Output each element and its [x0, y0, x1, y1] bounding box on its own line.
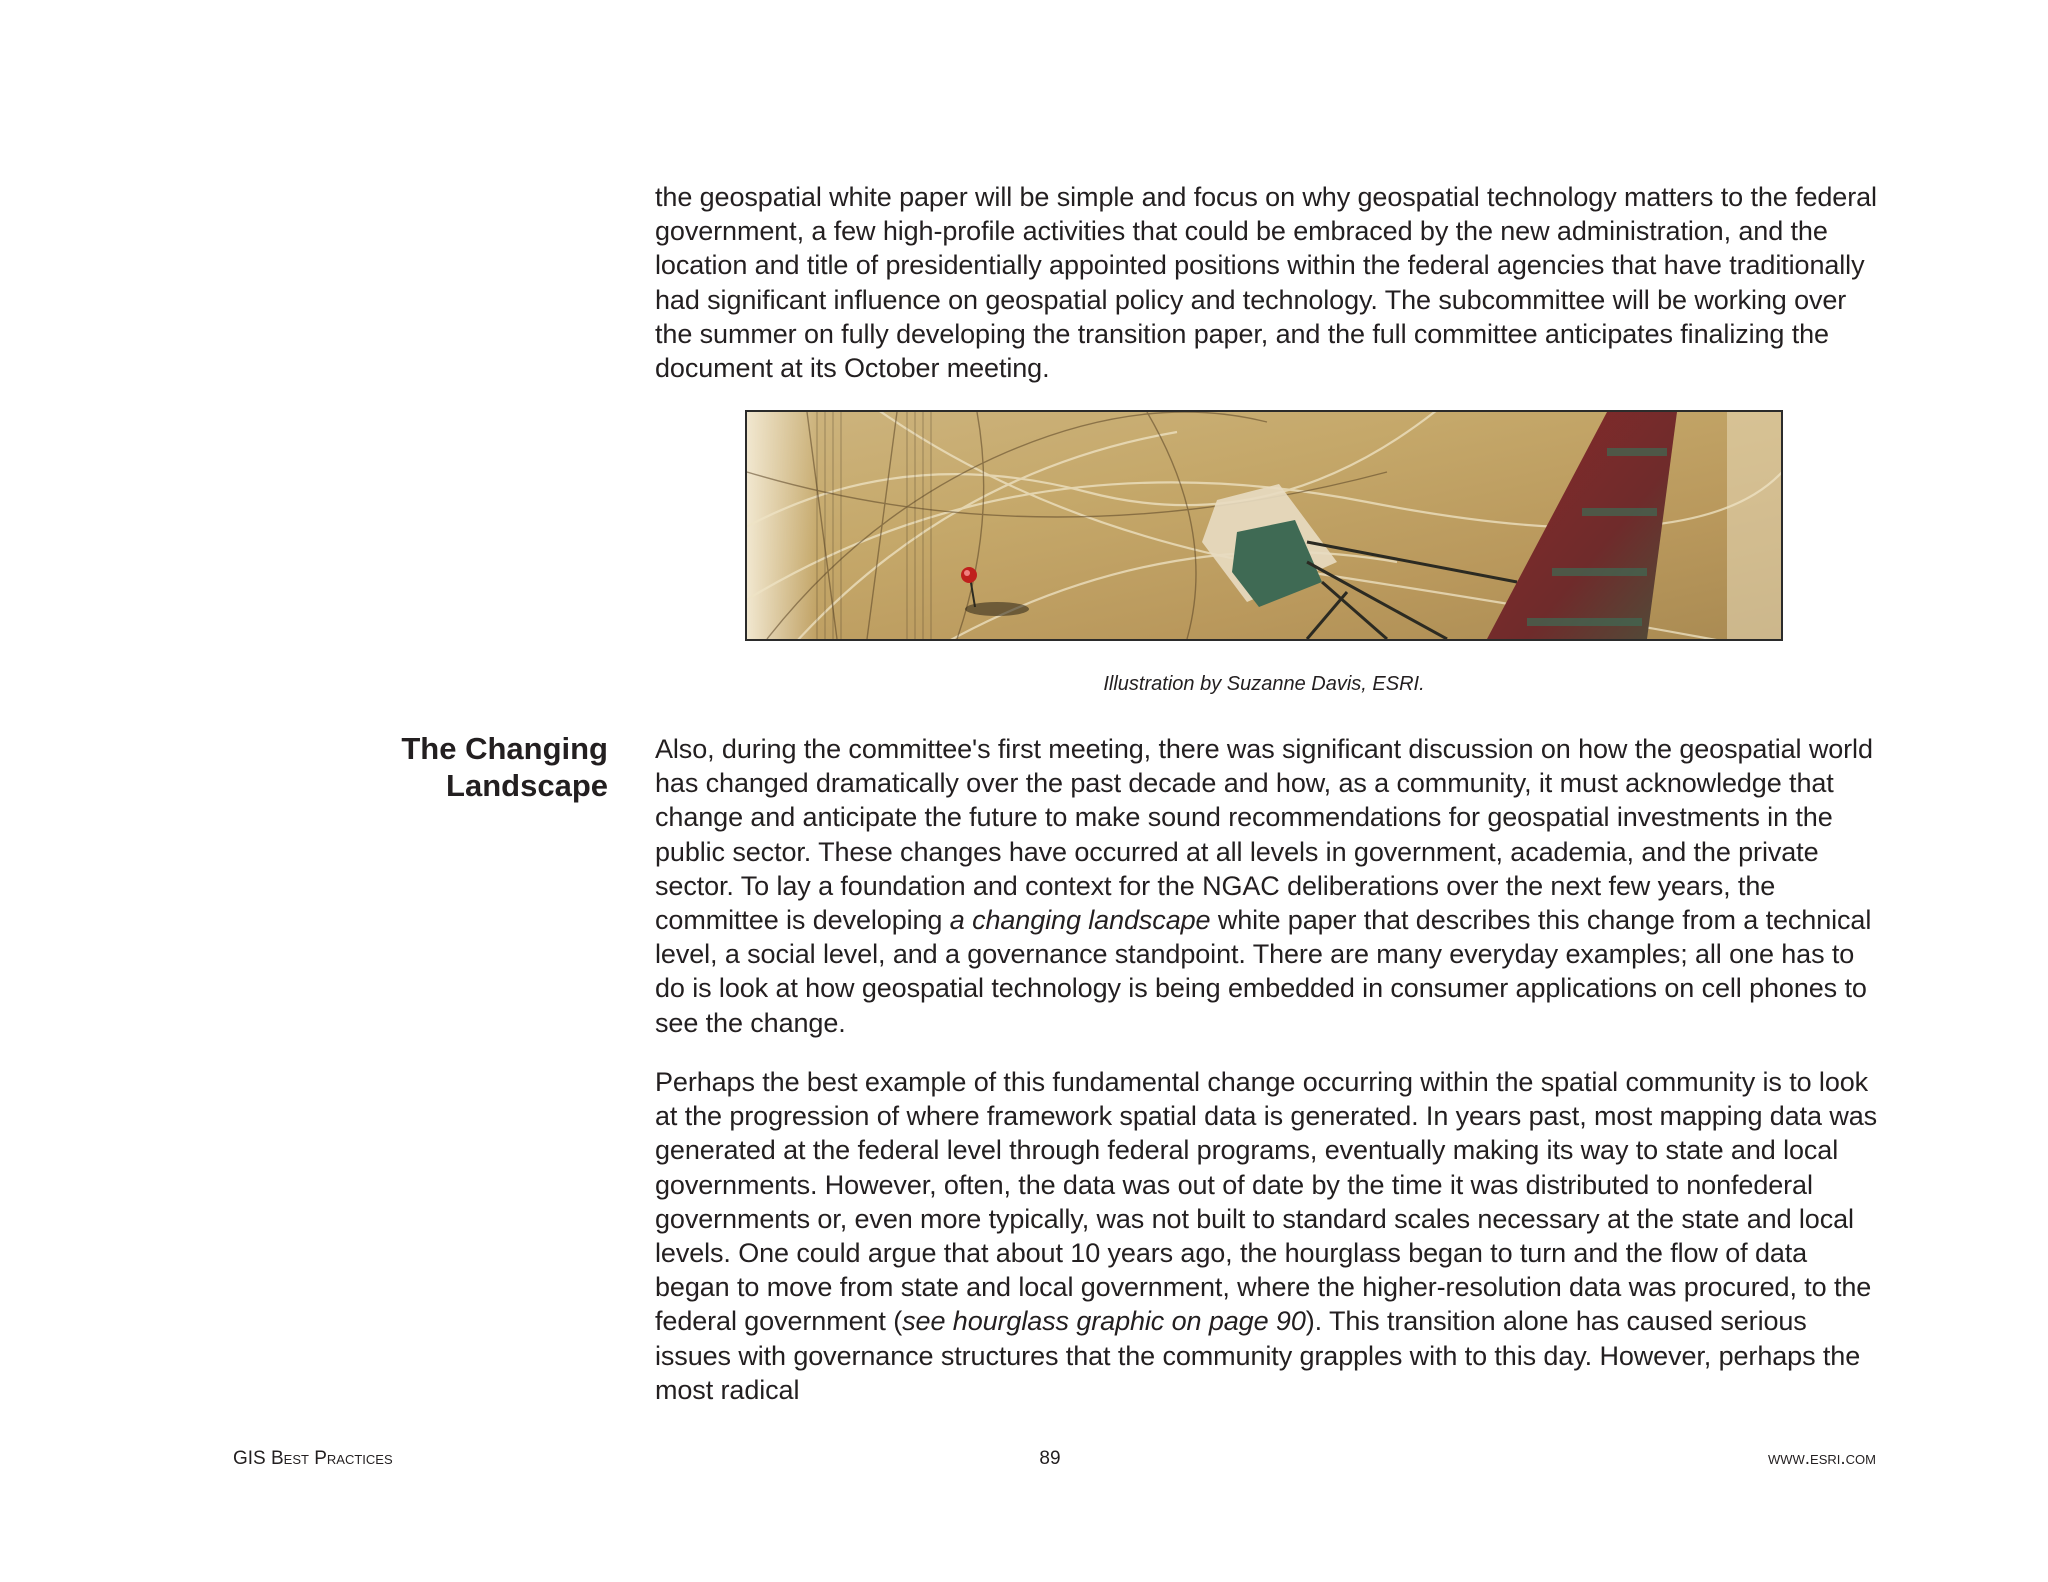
footer-website: www.esri.com — [1767, 1448, 1876, 1469]
landscape-italic-phrase: a changing landscape — [949, 905, 1211, 936]
hourglass-text-part2: ). This transition alone has caused serious issues with governance structures that the community grapples with to this day. However, perhaps the most radical — [655, 1306, 1861, 1405]
intro-paragraph-text: the geospatial white paper will be simple and focus on why geospatial technology matters to the federal government, a few high-profile activities that could be embraced by the new administration, and the location and title of presidentially appointed positions within the federal agencies that have traditionally had significant influence on geospatial policy and technology. The subcommittee will be working over the summer on fully developing the transition paper, and the full committee anticipates finalizing the document at its October meeting. — [655, 182, 1877, 384]
section-heading — [330, 730, 608, 804]
section-heading-line2: Landscape — [446, 768, 608, 803]
section-heading-line1: The Changing — [401, 731, 608, 766]
figure-caption: Illustration by Suzanne Davis, ESRI. — [1103, 673, 1425, 695]
hourglass-paragraph-text — [655, 1065, 1885, 1407]
footer-publication-title: GIS Best Practices — [233, 1448, 393, 1469]
hourglass-graphic-reference: see hourglass graphic on page 90 — [902, 1306, 1306, 1337]
landscape-text-part2: white paper that describes this change from a technical level, a social level, and a governance standpoint. There are many everyday examples; all one has to do is look at how geospatial technology is being embedded in consumer applications on cell phones to see the change. — [655, 905, 1872, 1038]
landscape-paragraph-text — [655, 732, 1885, 1040]
page-number: 89 — [1039, 1448, 1061, 1469]
hourglass-paragraph — [655, 1065, 1885, 1407]
illustration-image — [747, 412, 1781, 639]
hourglass-text-part1: Perhaps the best example of this fundamental change occurring within the spatial community is to look at the progression of where framework spatial data is generated. In years past, most mapping data was generated at the federal level through federal programs, eventually making its way to state and local governments. However, often, the data was out of date by the time it was distributed to nonfederal governments or, even more typically, was not built to standard scales necessary at the state and local levels. One could argue that about 10 years ago, the hourglass began to turn and the flow of data began to move from state and local government, where the higher-resolution data was procured, to the federal government ( — [655, 1067, 1878, 1337]
landscape-text-part1: Also, during the committee's first meeting, there was significant discussion on how the geospatial world has changed dramatically over the past decade and how, as a community, it must acknowledge that change and anticipate the future to make sound recommendations for geospatial investments in the public sector. These changes have occurred at all levels in government, academia, and the private sector. To lay a foundation and context for the NGAC deliberations over the next few years, the committee is developing — [655, 734, 1873, 936]
illustration-figure — [745, 410, 1783, 641]
landscape-paragraph — [655, 732, 1885, 1040]
intro-paragraph — [655, 180, 1885, 385]
